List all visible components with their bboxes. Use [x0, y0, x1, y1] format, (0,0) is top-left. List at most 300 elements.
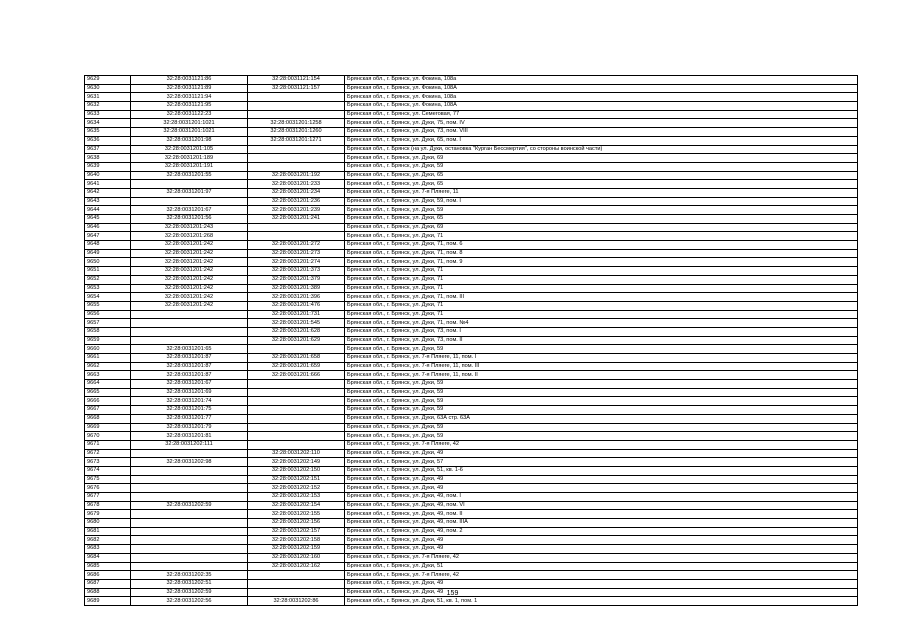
object-cadastral-cell: 32:28:0031201:192: [248, 171, 345, 180]
object-cadastral-cell: [248, 571, 345, 580]
table-row: [85, 258, 858, 267]
address-cell: Брянская обл., г. Брянск, ул. Дуки, 71: [345, 275, 858, 284]
row-number-cell: 9635: [85, 128, 131, 137]
parcel-cadastral-cell: [131, 310, 248, 319]
table-row: [85, 336, 858, 345]
parcel-cadastral-cell: [131, 336, 248, 345]
row-number-cell: 9638: [85, 154, 131, 163]
row-number-cell: 9649: [85, 249, 131, 258]
row-number-cell: 9685: [85, 562, 131, 571]
table-row: [85, 275, 858, 284]
table-row: [85, 562, 858, 571]
object-cadastral-cell: 32:28:0031201:1271: [248, 136, 345, 145]
table-row: [85, 327, 858, 336]
parcel-cadastral-cell: 32:28:0031201:69: [131, 388, 248, 397]
object-cadastral-cell: [248, 388, 345, 397]
address-cell: Брянская обл., г. Брянск, ул. Дуки, 49, пом. 2: [345, 527, 858, 536]
row-number-cell: 9660: [85, 345, 131, 354]
row-number-cell: 9683: [85, 545, 131, 554]
parcel-cadastral-cell: 32:28:0031121:86: [131, 76, 248, 85]
address-cell: Брянская обл., г. Брянск, ул. Дуки, 51: [345, 562, 858, 571]
address-cell: Брянская обл., г. Брянск, ул. Дуки, 71: [345, 232, 858, 241]
table-row: [85, 388, 858, 397]
parcel-cadastral-cell: [131, 197, 248, 206]
row-number-cell: 9659: [85, 336, 131, 345]
address-cell: Брянская обл., г. Брянск, ул. Дуки, 49: [345, 588, 858, 597]
row-number-cell: 9655: [85, 301, 131, 310]
parcel-cadastral-cell: 32:28:0031201:242: [131, 293, 248, 302]
address-cell: Брянская обл., г. Брянск, ул. Семеговая, 77: [345, 110, 858, 119]
parcel-cadastral-cell: 32:28:0031202:59: [131, 588, 248, 597]
row-number-cell: 9653: [85, 284, 131, 293]
row-number-cell: 9670: [85, 432, 131, 441]
parcel-cadastral-cell: [131, 327, 248, 336]
row-number-cell: 9662: [85, 362, 131, 371]
object-cadastral-cell: [248, 440, 345, 449]
address-cell: Брянская обл., г. Брянск, ул. Дуки, 49, пом. VI: [345, 501, 858, 510]
table-row: [85, 284, 858, 293]
object-cadastral-cell: 32:28:0031201:666: [248, 371, 345, 380]
parcel-cadastral-cell: 32:28:0031201:65: [131, 345, 248, 354]
address-cell: Брянская обл., г. Брянск, ул. Дуки, 49: [345, 545, 858, 554]
object-cadastral-cell: [248, 397, 345, 406]
parcel-cadastral-cell: 32:28:0031201:242: [131, 301, 248, 310]
page-number: 159: [446, 590, 459, 597]
row-number-cell: 9689: [85, 597, 131, 606]
row-number-cell: 9648: [85, 241, 131, 250]
table-row: [85, 501, 858, 510]
table-row: [85, 232, 858, 241]
row-number-cell: 9646: [85, 223, 131, 232]
object-cadastral-cell: 32:28:0031202:156: [248, 519, 345, 528]
parcel-cadastral-cell: 32:28:0031201:81: [131, 432, 248, 441]
address-cell: Брянская обл., г. Брянск, ул. Дуки, 49, пом. II: [345, 510, 858, 519]
row-number-cell: 9672: [85, 449, 131, 458]
object-cadastral-cell: [248, 162, 345, 171]
address-cell: Брянская обл., г. Брянск, ул. Дуки, 49: [345, 475, 858, 484]
object-cadastral-cell: 32:28:0031201:545: [248, 319, 345, 328]
address-cell: Брянская обл., г. Брянск, ул. 7-я Пляеге, 11, пом. II: [345, 371, 858, 380]
object-cadastral-cell: [248, 423, 345, 432]
table-row: [85, 423, 858, 432]
row-number-cell: 9654: [85, 293, 131, 302]
object-cadastral-cell: 32:28:0031202:154: [248, 501, 345, 510]
row-number-cell: 9678: [85, 501, 131, 510]
table-row: [85, 345, 858, 354]
parcel-cadastral-cell: [131, 319, 248, 328]
address-cell: Брянская обл., г. Брянск, ул. Дуки, 49: [345, 536, 858, 545]
table-row: [85, 458, 858, 467]
object-cadastral-cell: 32:28:0031201:272: [248, 241, 345, 250]
table-row: [85, 553, 858, 562]
address-cell: Брянская обл., г. Брянск, ул. Дуки, 49, пом. IIIА: [345, 519, 858, 528]
table-row: [85, 493, 858, 502]
address-cell: Брянская обл., г. Брянск, ул. Дуки, 49: [345, 484, 858, 493]
table-row: [85, 93, 858, 102]
parcel-cadastral-cell: 32:28:0031202:59: [131, 501, 248, 510]
object-cadastral-cell: [248, 345, 345, 354]
table-row: [85, 301, 858, 310]
parcel-cadastral-cell: 32:28:0031201:77: [131, 414, 248, 423]
parcel-cadastral-cell: 32:28:0031201:242: [131, 267, 248, 276]
object-cadastral-cell: 32:28:0031202:159: [248, 545, 345, 554]
row-number-cell: 9631: [85, 93, 131, 102]
parcel-cadastral-cell: 32:28:0031202:51: [131, 579, 248, 588]
object-cadastral-cell: 32:28:0031202:86: [248, 597, 345, 606]
parcel-cadastral-cell: 32:28:0031201:243: [131, 223, 248, 232]
object-cadastral-cell: 32:28:0031201:233: [248, 180, 345, 189]
object-cadastral-cell: 32:28:0031201:1260: [248, 128, 345, 137]
table-row: [85, 414, 858, 423]
row-number-cell: 9684: [85, 553, 131, 562]
parcel-cadastral-cell: 32:28:0031201:1021: [131, 119, 248, 128]
row-number-cell: 9643: [85, 197, 131, 206]
object-cadastral-cell: 32:28:0031201:379: [248, 275, 345, 284]
parcel-cadastral-cell: 32:28:0031201:97: [131, 188, 248, 197]
parcel-cadastral-cell: 32:28:0031201:242: [131, 241, 248, 250]
object-cadastral-cell: 32:28:0031201:628: [248, 327, 345, 336]
parcel-cadastral-cell: 32:28:0031121:94: [131, 93, 248, 102]
parcel-cadastral-cell: 32:28:0031201:56: [131, 215, 248, 224]
object-cadastral-cell: 32:28:0031201:629: [248, 336, 345, 345]
address-cell: Брянская обл., г. Брянск, ул. Дуки, 71, пом. III: [345, 293, 858, 302]
address-cell: Брянская обл., г. Брянск, ул. 7-я Пляеге, 42: [345, 571, 858, 580]
row-number-cell: 9666: [85, 397, 131, 406]
row-number-cell: 9663: [85, 371, 131, 380]
address-cell: Брянская обл., г. Брянск, ул. Дуки, 71: [345, 310, 858, 319]
object-cadastral-cell: 32:28:0031201:239: [248, 206, 345, 215]
parcel-cadastral-cell: [131, 562, 248, 571]
row-number-cell: 9661: [85, 354, 131, 363]
row-number-cell: 9676: [85, 484, 131, 493]
address-cell: Брянская обл., г. Брянск, ул. Дуки, 65, пом. I: [345, 136, 858, 145]
object-cadastral-cell: 32:28:0031201:234: [248, 188, 345, 197]
object-cadastral-cell: [248, 223, 345, 232]
row-number-cell: 9634: [85, 119, 131, 128]
table-row: [85, 380, 858, 389]
address-cell: Брянская обл., г. Брянск, ул. Дуки, 59, пом. I: [345, 197, 858, 206]
row-number-cell: 9665: [85, 388, 131, 397]
object-cadastral-cell: 32:28:0031201:373: [248, 267, 345, 276]
row-number-cell: 9640: [85, 171, 131, 180]
table-row: [85, 484, 858, 493]
object-cadastral-cell: 32:28:0031201:236: [248, 197, 345, 206]
address-cell: Брянская обл., г. Брянск, ул. 7-я Пляеге, 11, пом. III: [345, 362, 858, 371]
address-cell: Брянская обл., г. Брянск, ул. Дуки, 49: [345, 579, 858, 588]
row-number-cell: 9686: [85, 571, 131, 580]
parcel-cadastral-cell: 32:28:0031201:242: [131, 284, 248, 293]
object-cadastral-cell: 32:28:0031202:152: [248, 484, 345, 493]
table-row: [85, 119, 858, 128]
parcel-cadastral-cell: [131, 475, 248, 484]
address-cell: Брянская обл., г. Брянск, ул. Дуки, 75, пом. IV: [345, 119, 858, 128]
address-cell: Брянская обл., г. Брянск (на ул. Дуки, остановка "Курган Бессмертия", со стороны воинской части): [345, 145, 858, 154]
table-row: [85, 180, 858, 189]
object-cadastral-cell: 32:28:0031201:658: [248, 354, 345, 363]
address-cell: Брянская обл., г. Брянск, ул. Фокина, 108а: [345, 93, 858, 102]
row-number-cell: 9650: [85, 258, 131, 267]
address-cell: Брянская обл., г. Брянск, ул. Дуки, 59: [345, 406, 858, 415]
object-cadastral-cell: 32:28:0031121:154: [248, 76, 345, 85]
table-row: [85, 197, 858, 206]
row-number-cell: 9675: [85, 475, 131, 484]
table-row: [85, 545, 858, 554]
table-row: [85, 84, 858, 93]
parcel-cadastral-cell: [131, 545, 248, 554]
table-row: [85, 432, 858, 441]
parcel-cadastral-cell: [131, 536, 248, 545]
table-row: [85, 188, 858, 197]
parcel-cadastral-cell: [131, 553, 248, 562]
parcel-cadastral-cell: 32:28:0031201:105: [131, 145, 248, 154]
parcel-cadastral-cell: 32:28:0031202:56: [131, 597, 248, 606]
address-cell: Брянская обл., г. Брянск, ул. Дуки, 65: [345, 215, 858, 224]
table-row: [85, 128, 858, 137]
row-number-cell: 9636: [85, 136, 131, 145]
parcel-cadastral-cell: [131, 510, 248, 519]
row-number-cell: 9632: [85, 102, 131, 111]
parcel-cadastral-cell: 32:28:0031201:242: [131, 258, 248, 267]
table-row: [85, 223, 858, 232]
row-number-cell: 9644: [85, 206, 131, 215]
row-number-cell: 9656: [85, 310, 131, 319]
address-cell: Брянская обл., г. Брянск, ул. Дуки, 71: [345, 301, 858, 310]
object-cadastral-cell: 32:28:0031202:162: [248, 562, 345, 571]
row-number-cell: 9669: [85, 423, 131, 432]
table-row: [85, 475, 858, 484]
table-row: [85, 206, 858, 215]
object-cadastral-cell: [248, 154, 345, 163]
parcel-cadastral-cell: 32:28:0031122:23: [131, 110, 248, 119]
registry-table-body: [85, 76, 858, 606]
address-cell: Брянская обл., г. Брянск, ул. Дуки, 63А стр. 63А: [345, 414, 858, 423]
parcel-cadastral-cell: 32:28:0031201:79: [131, 423, 248, 432]
object-cadastral-cell: 32:28:0031121:157: [248, 84, 345, 93]
table-row: [85, 510, 858, 519]
row-number-cell: 9679: [85, 510, 131, 519]
address-cell: Брянская обл., г. Брянск, ул. Дуки, 73, пом. VIII: [345, 128, 858, 137]
address-cell: Брянская обл., г. Брянск, ул. Дуки, 71, пом. №4: [345, 319, 858, 328]
parcel-cadastral-cell: [131, 519, 248, 528]
table-row: [85, 536, 858, 545]
address-cell: Брянская обл., г. Брянск, ул. Дуки, 65: [345, 180, 858, 189]
parcel-cadastral-cell: 32:28:0031201:75: [131, 406, 248, 415]
row-number-cell: 9651: [85, 267, 131, 276]
address-cell: Брянская обл., г. Брянск, ул. Дуки, 73, пом. I: [345, 327, 858, 336]
table-row: [85, 136, 858, 145]
parcel-cadastral-cell: 32:28:0031201:87: [131, 371, 248, 380]
table-row: [85, 362, 858, 371]
row-number-cell: 9681: [85, 527, 131, 536]
object-cadastral-cell: [248, 432, 345, 441]
parcel-cadastral-cell: 32:28:0031201:98: [131, 136, 248, 145]
row-number-cell: 9688: [85, 588, 131, 597]
object-cadastral-cell: 32:28:0031201:476: [248, 301, 345, 310]
address-cell: Брянская обл., г. Брянск, ул. Дуки, 71, пом. 9: [345, 258, 858, 267]
address-cell: Брянская обл., г. Брянск, ул. 7-я Пляеге, 11, пом. I: [345, 354, 858, 363]
address-cell: Брянская обл., г. Брянск, ул. 7-я Пляеге, 42: [345, 440, 858, 449]
address-cell: Брянская обл., г. Брянск, ул. Дуки, 71, пом. 8: [345, 249, 858, 258]
parcel-cadastral-cell: [131, 527, 248, 536]
address-cell: Брянская обл., г. Брянск, ул. Дуки, 69: [345, 223, 858, 232]
row-number-cell: 9652: [85, 275, 131, 284]
address-cell: Брянская обл., г. Брянск, ул. Дуки, 73, пом. II: [345, 336, 858, 345]
table-row: [85, 371, 858, 380]
row-number-cell: 9671: [85, 440, 131, 449]
address-cell: Брянская обл., г. Брянск, ул. Дуки, 59: [345, 432, 858, 441]
row-number-cell: 9657: [85, 319, 131, 328]
table-row: [85, 162, 858, 171]
table-row: [85, 354, 858, 363]
row-number-cell: 9680: [85, 519, 131, 528]
address-cell: Брянская обл., г. Брянск, ул. Дуки, 59: [345, 206, 858, 215]
object-cadastral-cell: 32:28:0031202:160: [248, 553, 345, 562]
address-cell: Брянская обл., г. Брянск, ул. Дуки, 51, кв. 1-6: [345, 466, 858, 475]
registry-table: [84, 75, 858, 606]
address-cell: Брянская обл., г. Брянск, ул. Дуки, 59: [345, 397, 858, 406]
object-cadastral-cell: [248, 579, 345, 588]
object-cadastral-cell: [248, 145, 345, 154]
address-cell: Брянская обл., г. Брянск, ул. Фокина, 108А: [345, 84, 858, 93]
row-number-cell: 9674: [85, 466, 131, 475]
parcel-cadastral-cell: 32:28:0031201:74: [131, 397, 248, 406]
object-cadastral-cell: 32:28:0031201:273: [248, 249, 345, 258]
parcel-cadastral-cell: [131, 180, 248, 189]
address-cell: Брянская обл., г. Брянск, ул. Дуки, 49, пом. I: [345, 493, 858, 502]
object-cadastral-cell: 32:28:0031201:659: [248, 362, 345, 371]
address-cell: Брянская обл., г. Брянск, ул. Дуки, 71: [345, 267, 858, 276]
row-number-cell: 9639: [85, 162, 131, 171]
object-cadastral-cell: [248, 110, 345, 119]
row-number-cell: 9677: [85, 493, 131, 502]
parcel-cadastral-cell: 32:28:0031121:95: [131, 102, 248, 111]
object-cadastral-cell: 32:28:0031202:150: [248, 466, 345, 475]
table-row: [85, 267, 858, 276]
table-row: [85, 76, 858, 85]
object-cadastral-cell: 32:28:0031202:155: [248, 510, 345, 519]
object-cadastral-cell: 32:28:0031201:389: [248, 284, 345, 293]
address-cell: Брянская обл., г. Брянск, ул. Дуки, 57: [345, 458, 858, 467]
object-cadastral-cell: 32:28:0031202:149: [248, 458, 345, 467]
address-cell: Брянская обл., г. Брянск, ул. Дуки, 65: [345, 171, 858, 180]
table-row: [85, 597, 858, 606]
row-number-cell: 9633: [85, 110, 131, 119]
table-row: [85, 466, 858, 475]
address-cell: Брянская обл., г. Брянск, ул. 7-я Пляеге, 42: [345, 553, 858, 562]
object-cadastral-cell: [248, 380, 345, 389]
row-number-cell: 9630: [85, 84, 131, 93]
table-row: [85, 293, 858, 302]
parcel-cadastral-cell: 32:28:0031201:242: [131, 275, 248, 284]
table-row: [85, 145, 858, 154]
parcel-cadastral-cell: 32:28:0031202:35: [131, 571, 248, 580]
row-number-cell: 9673: [85, 458, 131, 467]
object-cadastral-cell: 32:28:0031202:158: [248, 536, 345, 545]
row-number-cell: 9642: [85, 188, 131, 197]
row-number-cell: 9687: [85, 579, 131, 588]
table-row: [85, 440, 858, 449]
table-row: [85, 215, 858, 224]
address-cell: Брянская обл., г. Брянск, ул. Фокина, 108А: [345, 102, 858, 111]
table-row: [85, 571, 858, 580]
object-cadastral-cell: 32:28:0031201:1258: [248, 119, 345, 128]
table-row: [85, 397, 858, 406]
table-row: [85, 519, 858, 528]
object-cadastral-cell: 32:28:0031201:731: [248, 310, 345, 319]
parcel-cadastral-cell: 32:28:0031201:87: [131, 354, 248, 363]
object-cadastral-cell: 32:28:0031201:274: [248, 258, 345, 267]
row-number-cell: 9664: [85, 380, 131, 389]
object-cadastral-cell: 32:28:0031202:157: [248, 527, 345, 536]
row-number-cell: 9645: [85, 215, 131, 224]
address-cell: Брянская обл., г. Брянск, ул. Дуки, 71, пом. 6: [345, 241, 858, 250]
address-cell: Брянская обл., г. Брянск, ул. Дуки, 71: [345, 284, 858, 293]
table-row: [85, 110, 858, 119]
object-cadastral-cell: [248, 102, 345, 111]
table-row: [85, 527, 858, 536]
table-row: [85, 319, 858, 328]
parcel-cadastral-cell: 32:28:0031201:189: [131, 154, 248, 163]
table-row: [85, 579, 858, 588]
table-row: [85, 171, 858, 180]
parcel-cadastral-cell: 32:28:0031202:111: [131, 440, 248, 449]
parcel-cadastral-cell: 32:28:0031121:89: [131, 84, 248, 93]
row-number-cell: 9637: [85, 145, 131, 154]
address-cell: Брянская обл., г. Брянск, ул. 7-я Пляеге, 11: [345, 188, 858, 197]
row-number-cell: 9641: [85, 180, 131, 189]
object-cadastral-cell: [248, 414, 345, 423]
row-number-cell: 9668: [85, 414, 131, 423]
object-cadastral-cell: [248, 93, 345, 102]
address-cell: Брянская обл., г. Брянск, ул. Дуки, 59: [345, 388, 858, 397]
address-cell: Брянская обл., г. Брянск, ул. Дуки, 59: [345, 380, 858, 389]
address-cell: Брянская обл., г. Брянск, ул. Дуки, 59: [345, 162, 858, 171]
object-cadastral-cell: 32:28:0031201:241: [248, 215, 345, 224]
row-number-cell: 9629: [85, 76, 131, 85]
row-number-cell: 9667: [85, 406, 131, 415]
table-row: [85, 154, 858, 163]
table-row: [85, 249, 858, 258]
parcel-cadastral-cell: 32:28:0031201:268: [131, 232, 248, 241]
parcel-cadastral-cell: 32:28:0031201:87: [131, 362, 248, 371]
table-row: [85, 406, 858, 415]
parcel-cadastral-cell: 32:28:0031201:242: [131, 249, 248, 258]
parcel-cadastral-cell: 32:28:0031201:67: [131, 380, 248, 389]
table-row: [85, 310, 858, 319]
parcel-cadastral-cell: [131, 449, 248, 458]
object-cadastral-cell: [248, 232, 345, 241]
address-cell: Брянская обл., г. Брянск, ул. Дуки, 51, кв. 1, пом. 1: [345, 597, 858, 606]
parcel-cadastral-cell: 32:28:0031201:1021: [131, 128, 248, 137]
address-cell: Брянская обл., г. Брянск, ул. Дуки, 49: [345, 449, 858, 458]
table-row: [85, 449, 858, 458]
address-cell: Брянская обл., г. Брянск, ул. Дуки, 59: [345, 423, 858, 432]
parcel-cadastral-cell: 32:28:0031201:55: [131, 171, 248, 180]
table-row: [85, 102, 858, 111]
parcel-cadastral-cell: [131, 484, 248, 493]
address-cell: Брянская обл., г. Брянск, ул. Дуки, 59: [345, 345, 858, 354]
parcel-cadastral-cell: [131, 493, 248, 502]
parcel-cadastral-cell: 32:28:0031202:98: [131, 458, 248, 467]
object-cadastral-cell: 32:28:0031202:151: [248, 475, 345, 484]
object-cadastral-cell: 32:28:0031202:110: [248, 449, 345, 458]
address-cell: Брянская обл., г. Брянск, ул. Дуки, 69: [345, 154, 858, 163]
object-cadastral-cell: 32:28:0031201:396: [248, 293, 345, 302]
address-cell: Брянская обл., г. Брянск, ул. Фокина, 108а: [345, 76, 858, 85]
parcel-cadastral-cell: 32:28:0031201:191: [131, 162, 248, 171]
parcel-cadastral-cell: 32:28:0031201:67: [131, 206, 248, 215]
row-number-cell: 9682: [85, 536, 131, 545]
